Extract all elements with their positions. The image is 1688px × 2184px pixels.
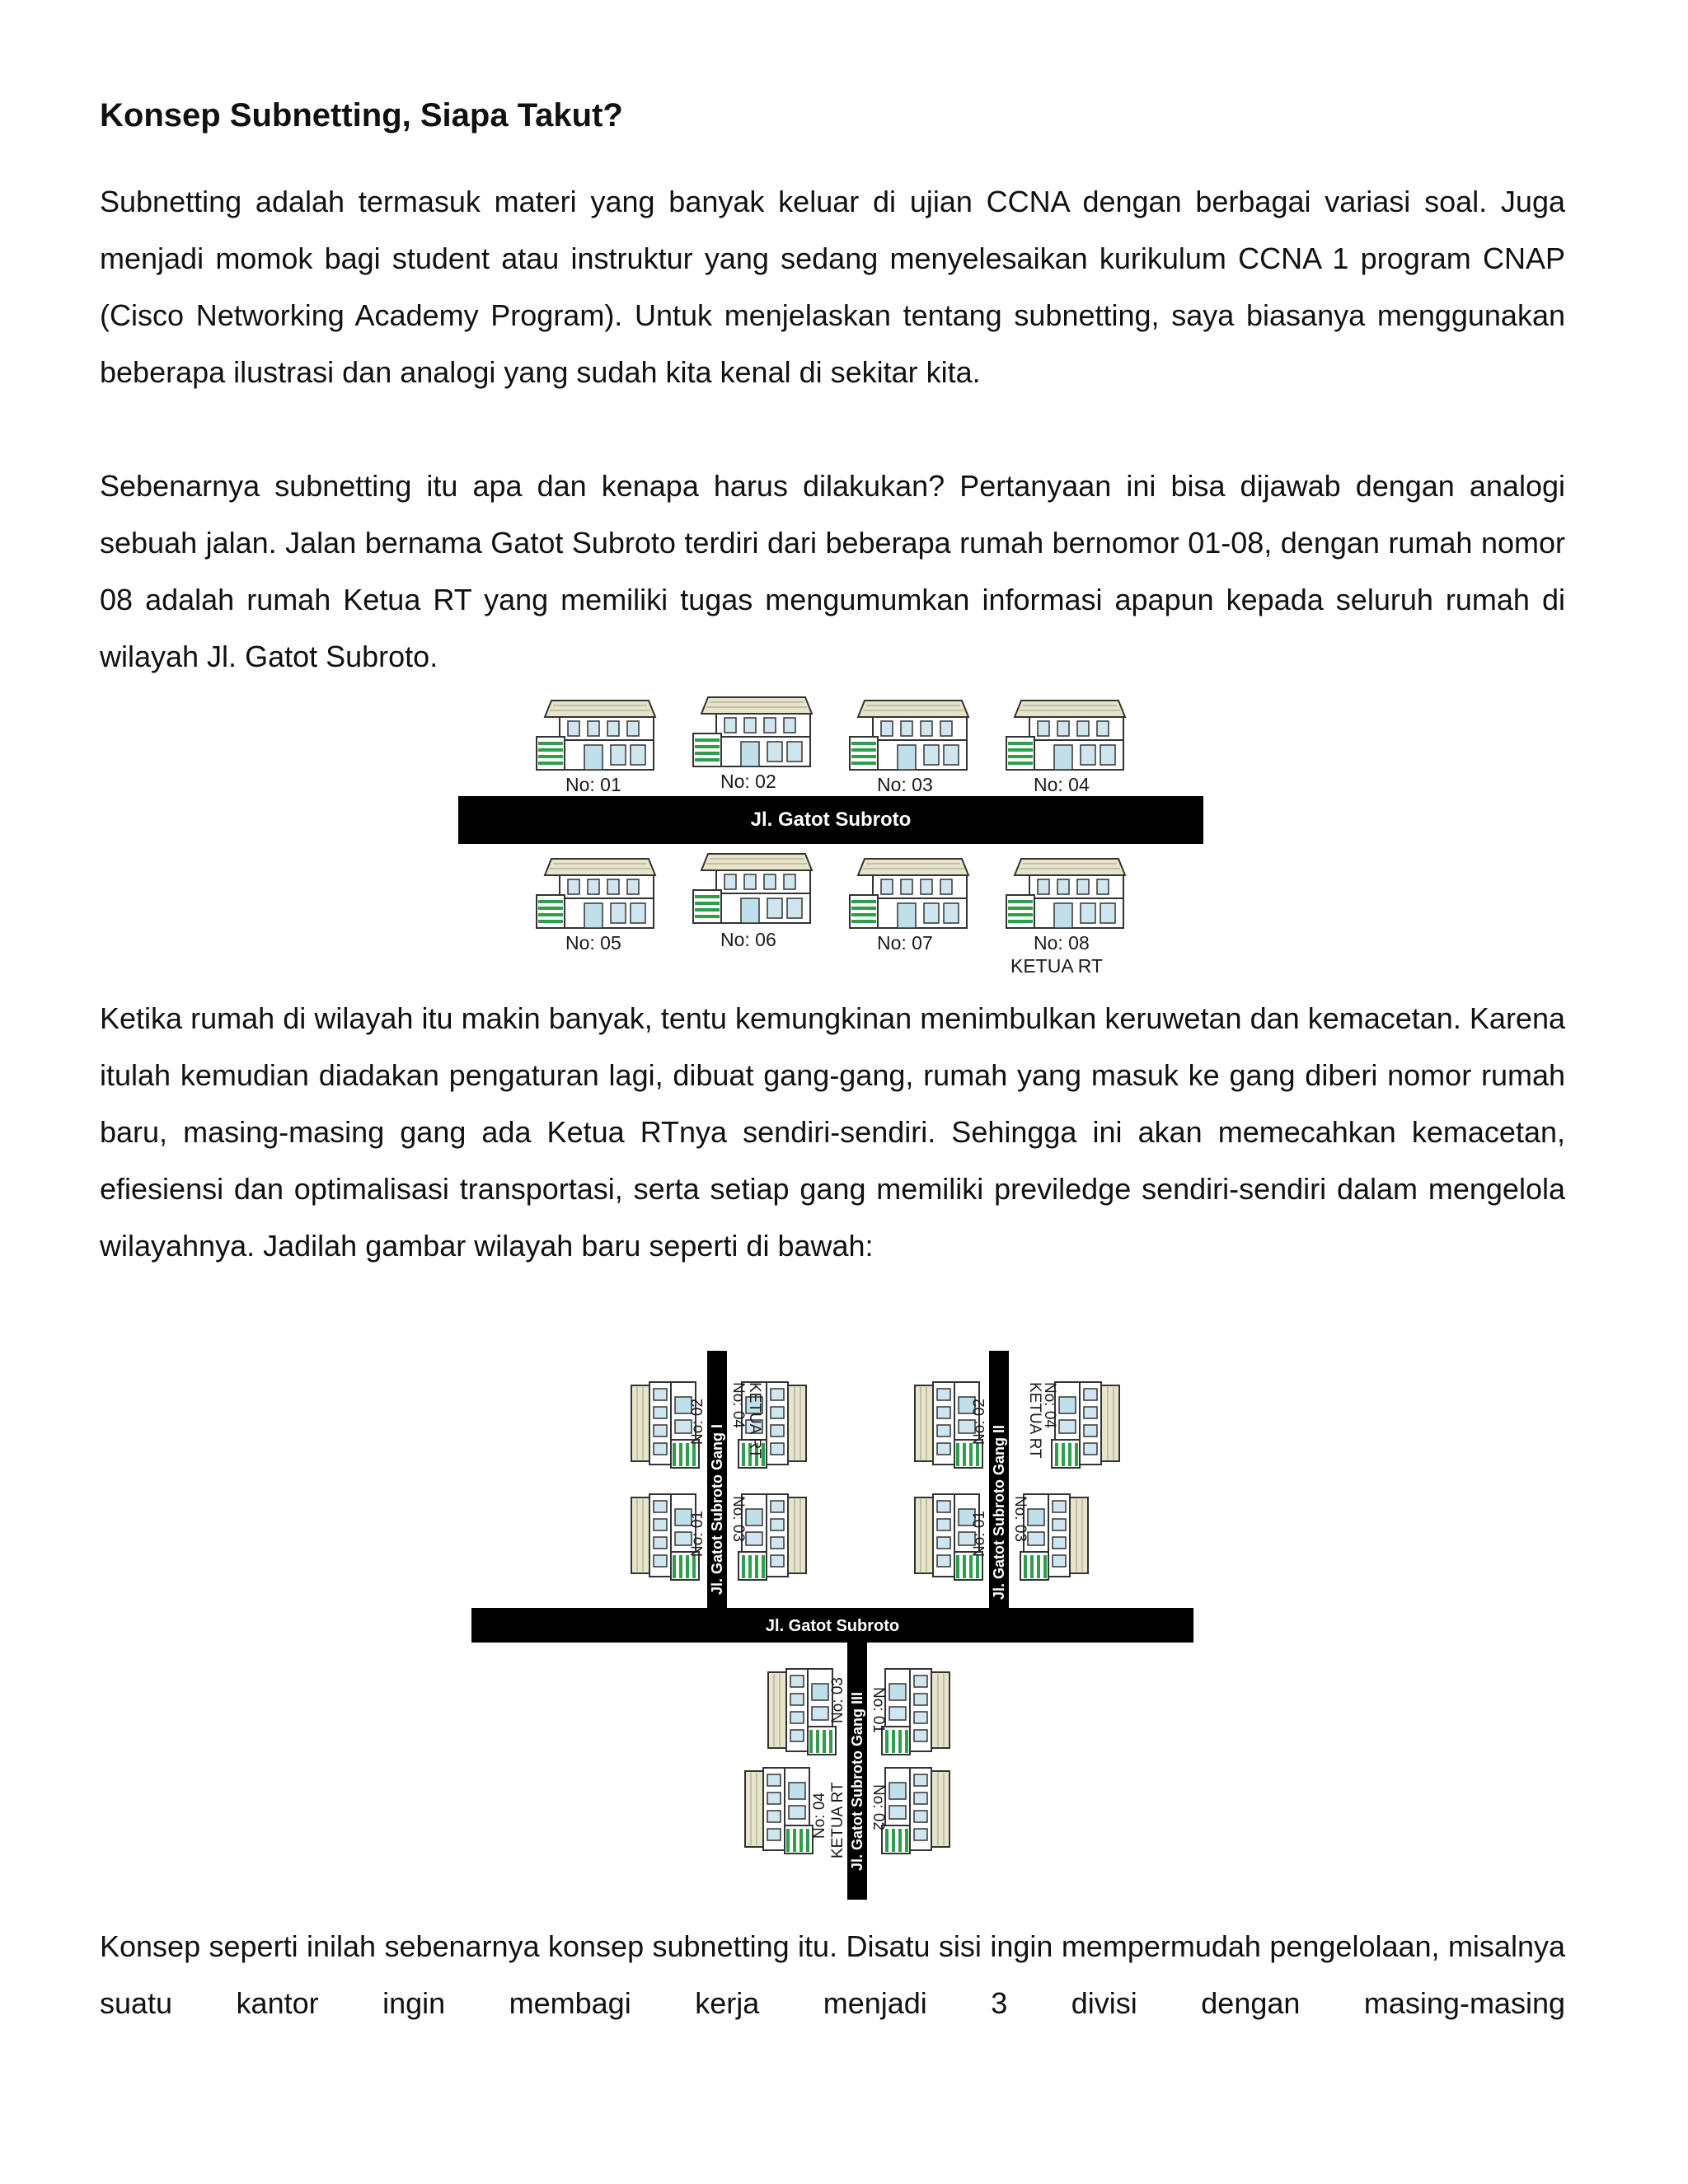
road-label: Jl. Gatot Subroto — [765, 1617, 900, 1635]
house-icon — [768, 1669, 836, 1755]
house-label: No: 02 — [689, 1399, 706, 1445]
house-icon — [537, 701, 655, 770]
house-label: No: 05 — [565, 932, 621, 954]
gang-label: Jl. Gatot Subroto Gang I — [709, 1424, 725, 1595]
house-icon — [1006, 701, 1125, 770]
house-label: No: 08 — [1034, 932, 1090, 954]
gang-label: Jl. Gatot Subroto Gang III — [849, 1691, 865, 1871]
gang-label: Jl. Gatot Subroto Gang II — [991, 1424, 1007, 1600]
house-label: No: 07 — [877, 932, 933, 954]
house-icon — [882, 1669, 950, 1755]
house-label: No: 02 — [870, 1784, 887, 1830]
house-icon — [1052, 1382, 1119, 1468]
house-label: No: 01 — [870, 1687, 887, 1733]
paragraph-gang: Ketika rumah di wilayah itu makin banyak, tentu kemungkinan menimbulkan keruwetan dan kemacetan. Karena itulah kemudian diadakan pengaturan lagi, dibuat gang-gang, rumah yang masuk ke gang diberi nomor rumah baru, masing-masing gang ada Ketua RTnya sendiri-sendiri. Sehingga ini akan memecahkan kemacetan, efiesiensi dan optimalisasi transportasi, serta setiap gang memiliki previledge sendiri-sendiri dalam mengelola wilayahnya. Jadilah gambar wilayah baru seperti di bawah: — [100, 1001, 1565, 1263]
paragraph-analogy: Sebenarnya subnetting itu apa dan kenapa harus dilakukan? Pertanyaan ini bisa dijawab dengan analogi sebuah jalan. Jalan bernama Gatot Subroto terdiri dari beberapa rumah bernomor 01-08, dengan rumah nomor 08 adalah rumah Ketua RT yang memiliki tugas mengumumkan informasi apapun kepada seluruh rumah di wilayah Jl. Gatot Subroto. — [100, 469, 1565, 673]
paragraph-intro: Subnetting adalah termasuk materi yang banyak keluar di ujian CCNA dengan berbagai variasi soal. Juga menjadi momok bagi student atau instruktur yang sedang menyelesaikan kurikulum CCNA 1 program CNAP (Cisco Networking Academy Program). Untuk menjelaskan tentang subnetting, saya biasanya menggunakan beberapa ilustrasi dan analogi yang sudah kita kenal di sekitar kita. — [100, 185, 1565, 389]
ketua-rt-label: KETUA RT — [746, 1382, 763, 1459]
house-label: No: 04 — [1041, 1382, 1058, 1428]
house-label: No: 03 — [729, 1496, 747, 1542]
house-icon — [850, 859, 968, 928]
house-icon — [738, 1494, 806, 1580]
house-label: No: 01 — [565, 774, 621, 795]
house-icon — [1020, 1494, 1088, 1580]
street-diagram — [458, 691, 1208, 984]
page-title: Konsep Subnetting, Siapa Takut? — [100, 97, 623, 134]
ketua-rt-label: KETUA RT — [1026, 1382, 1043, 1459]
paragraph-concept: Konsep seperti inilah sebenarnya konsep subnetting itu. Disatu sisi ingin mempermudah pengelolaan, misalnya suatu kantor ingin membagi kerja menjadi 3 divisi dengan masing-masing — [100, 1929, 1565, 2020]
house-label: No: 04 — [811, 1793, 828, 1839]
ketua-rt-label: KETUA RT — [1010, 955, 1104, 977]
house-label: No: 06 — [720, 929, 776, 950]
road-label: Jl. Gatot Subroto — [750, 808, 912, 831]
house-label: No: 03 — [1011, 1496, 1029, 1542]
house-icon — [882, 1768, 950, 1854]
house-icon — [745, 1768, 813, 1854]
house-label: No: 03 — [877, 774, 933, 795]
house-label: No: 04 — [1034, 774, 1090, 795]
house-label: No: 01 — [689, 1511, 706, 1557]
house-label: No: 02 — [720, 771, 776, 792]
house-label: No: 03 — [829, 1677, 846, 1723]
house-icon — [1006, 859, 1125, 928]
house-icon — [693, 697, 812, 766]
house-label: No: 04 — [729, 1382, 747, 1428]
ketua-rt-label: KETUA RT — [829, 1782, 846, 1858]
house-icon — [693, 854, 812, 923]
subnet-gang-diagram — [470, 1347, 1195, 1901]
house-icon — [850, 701, 968, 770]
house-icon — [537, 859, 655, 928]
house-label: No: 01 — [971, 1511, 988, 1557]
house-label: No: 02 — [971, 1399, 988, 1445]
